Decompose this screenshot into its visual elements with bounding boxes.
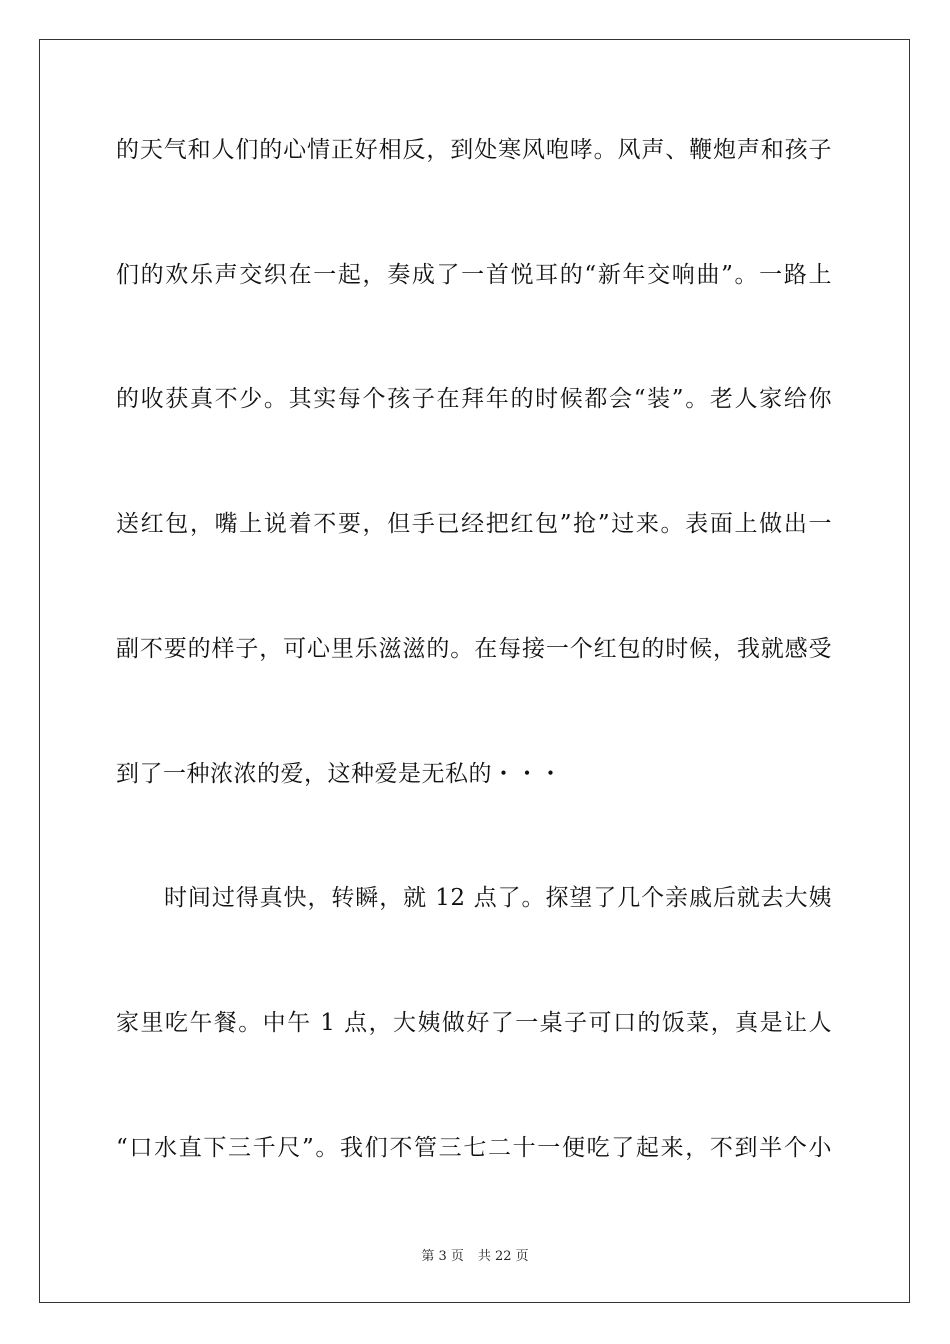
text-line-7-paragraph-start: 时间过得真快，转瞬，就 12 点了。探望了几个亲戚后就去大姨 xyxy=(164,885,832,911)
text-line-5: 副不要的样子，可心里乐滋滋的。在每接一个红包的时候，我就感受 xyxy=(116,636,832,662)
text-line-1: 的天气和人们的心情正好相反，到处寒风咆哮。风声、鞭炮声和孩子 xyxy=(116,137,832,163)
page-total: 共 22 页 xyxy=(477,1249,529,1264)
text-line-8: 家里吃午餐。中午 1 点，大姨做好了一桌子可口的饭菜，真是让人 xyxy=(116,1010,832,1036)
text-line-4: 送红包，嘴上说着不要，但手已经把红包”抢”过来。表面上做出一 xyxy=(116,511,832,537)
text-line-3: 的收获真不少。其实每个孩子在拜年的时候都会“装”。老人家给你 xyxy=(116,386,832,412)
text-line-6: 到了一种浓浓的爱，这种爱是无私的・・・ xyxy=(116,761,563,787)
page-border xyxy=(39,39,910,1303)
page-footer xyxy=(0,1248,950,1266)
text-line-9: “口水直下三千尺”。我们不管三七二十一便吃了起来，不到半个小 xyxy=(116,1135,832,1161)
text-line-2: 们的欢乐声交织在一起，奏成了一首悦耳的“新年交响曲”。一路上 xyxy=(116,262,832,288)
page-number: 第 3 页 xyxy=(421,1249,464,1264)
